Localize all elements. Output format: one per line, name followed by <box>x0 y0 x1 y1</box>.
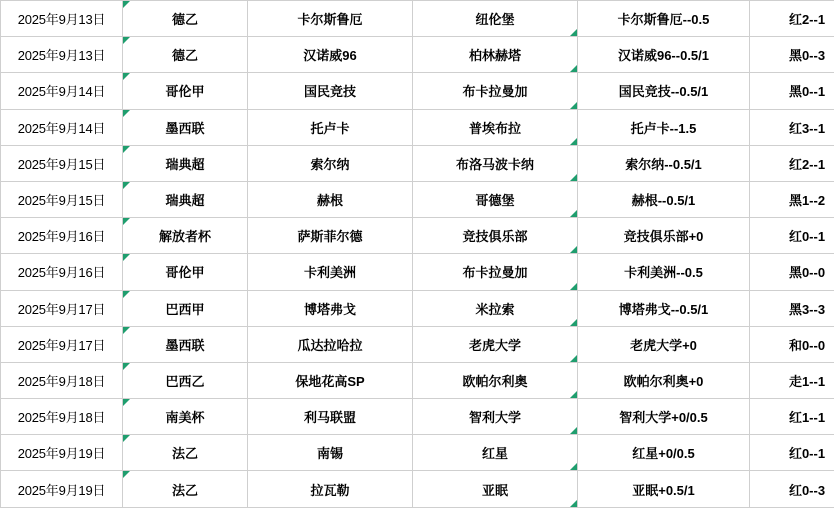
cell-result[interactable]: 红1--1 <box>750 399 834 435</box>
cell-home-team[interactable]: 赫根 <box>248 181 413 217</box>
cell-home-team[interactable]: 萨斯菲尔德 <box>248 218 413 254</box>
cell-pick[interactable]: 亚眠+0.5/1 <box>578 471 750 507</box>
cell-league[interactable]: 瑞典超 <box>123 181 248 217</box>
table-row <box>1 362 834 398</box>
cell-away-team[interactable]: 红星 <box>413 435 578 471</box>
cell-away-team[interactable]: 哥德堡 <box>413 181 578 217</box>
cell-pick[interactable]: 托卢卡--1.5 <box>578 109 750 145</box>
table-row <box>1 145 834 181</box>
table-row <box>1 1 834 37</box>
table-row <box>1 326 834 362</box>
table-row <box>1 218 834 254</box>
cell-date[interactable]: 2025年9月18日 <box>1 362 123 398</box>
cell-home-team[interactable]: 索尔纳 <box>248 145 413 181</box>
cell-result[interactable]: 红2--1 <box>750 1 834 37</box>
cell-date[interactable]: 2025年9月13日 <box>1 37 123 73</box>
cell-pick[interactable]: 卡尔斯鲁厄--0.5 <box>578 1 750 37</box>
cell-league[interactable]: 墨西联 <box>123 326 248 362</box>
cell-league[interactable]: 南美杯 <box>123 399 248 435</box>
cell-result[interactable]: 黑0--3 <box>750 37 834 73</box>
cell-home-team[interactable]: 汉诺威96 <box>248 37 413 73</box>
cell-date[interactable]: 2025年9月13日 <box>1 1 123 37</box>
cell-league[interactable]: 哥伦甲 <box>123 73 248 109</box>
cell-home-team[interactable]: 拉瓦勒 <box>248 471 413 507</box>
cell-home-team[interactable]: 南锡 <box>248 435 413 471</box>
table-row <box>1 73 834 109</box>
cell-away-team[interactable]: 柏林赫塔 <box>413 37 578 73</box>
cell-date[interactable]: 2025年9月14日 <box>1 109 123 145</box>
cell-home-team[interactable]: 卡利美洲 <box>248 254 413 290</box>
cell-league[interactable]: 德乙 <box>123 1 248 37</box>
table-row <box>1 471 834 507</box>
cell-result[interactable]: 黑0--1 <box>750 73 834 109</box>
cell-date[interactable]: 2025年9月18日 <box>1 399 123 435</box>
cell-date[interactable]: 2025年9月19日 <box>1 435 123 471</box>
cell-league[interactable]: 解放者杯 <box>123 218 248 254</box>
cell-away-team[interactable]: 老虎大学 <box>413 326 578 362</box>
cell-date[interactable]: 2025年9月15日 <box>1 145 123 181</box>
cell-pick[interactable]: 赫根--0.5/1 <box>578 181 750 217</box>
cell-result[interactable]: 走1--1 <box>750 362 834 398</box>
cell-away-team[interactable]: 智利大学 <box>413 399 578 435</box>
cell-result[interactable]: 红0--3 <box>750 471 834 507</box>
cell-home-team[interactable]: 博塔弗戈 <box>248 290 413 326</box>
cell-league[interactable]: 哥伦甲 <box>123 254 248 290</box>
table-row <box>1 399 834 435</box>
cell-home-team[interactable]: 国民竞技 <box>248 73 413 109</box>
cell-away-team[interactable]: 布洛马波卡纳 <box>413 145 578 181</box>
cell-league[interactable]: 巴西乙 <box>123 362 248 398</box>
cell-result[interactable]: 黑1--2 <box>750 181 834 217</box>
cell-pick[interactable]: 老虎大学+0 <box>578 326 750 362</box>
cell-pick[interactable]: 国民竞技--0.5/1 <box>578 73 750 109</box>
table-row <box>1 181 834 217</box>
cell-away-team[interactable]: 布卡拉曼加 <box>413 73 578 109</box>
table-body <box>1 1 834 508</box>
cell-home-team[interactable]: 利马联盟 <box>248 399 413 435</box>
cell-home-team[interactable]: 保地花高SP <box>248 362 413 398</box>
cell-result[interactable]: 红0--1 <box>750 435 834 471</box>
table-row <box>1 435 834 471</box>
cell-pick[interactable]: 卡利美洲--0.5 <box>578 254 750 290</box>
cell-date[interactable]: 2025年9月15日 <box>1 181 123 217</box>
table-row <box>1 290 834 326</box>
cell-home-team[interactable]: 瓜达拉哈拉 <box>248 326 413 362</box>
cell-pick[interactable]: 智利大学+0/0.5 <box>578 399 750 435</box>
table-row <box>1 109 834 145</box>
cell-result[interactable]: 黑0--0 <box>750 254 834 290</box>
cell-away-team[interactable]: 米拉索 <box>413 290 578 326</box>
cell-league[interactable]: 瑞典超 <box>123 145 248 181</box>
cell-league[interactable]: 法乙 <box>123 435 248 471</box>
cell-date[interactable]: 2025年9月16日 <box>1 254 123 290</box>
cell-result[interactable]: 红2--1 <box>750 145 834 181</box>
cell-league[interactable]: 巴西甲 <box>123 290 248 326</box>
cell-date[interactable]: 2025年9月17日 <box>1 326 123 362</box>
table-row <box>1 37 834 73</box>
cell-league[interactable]: 墨西联 <box>123 109 248 145</box>
cell-home-team[interactable]: 托卢卡 <box>248 109 413 145</box>
cell-pick[interactable]: 索尔纳--0.5/1 <box>578 145 750 181</box>
cell-home-team[interactable]: 卡尔斯鲁厄 <box>248 1 413 37</box>
cell-pick[interactable]: 汉诺威96--0.5/1 <box>578 37 750 73</box>
cell-away-team[interactable]: 纽伦堡 <box>413 1 578 37</box>
cell-pick[interactable]: 竞技俱乐部+0 <box>578 218 750 254</box>
cell-result[interactable]: 黑3--3 <box>750 290 834 326</box>
cell-pick[interactable]: 红星+0/0.5 <box>578 435 750 471</box>
cell-league[interactable]: 德乙 <box>123 37 248 73</box>
cell-result[interactable]: 和0--0 <box>750 326 834 362</box>
cell-away-team[interactable]: 普埃布拉 <box>413 109 578 145</box>
cell-date[interactable]: 2025年9月16日 <box>1 218 123 254</box>
cell-result[interactable]: 红0--1 <box>750 218 834 254</box>
cell-date[interactable]: 2025年9月17日 <box>1 290 123 326</box>
cell-league[interactable]: 法乙 <box>123 471 248 507</box>
cell-away-team[interactable]: 亚眠 <box>413 471 578 507</box>
cell-pick[interactable]: 欧帕尔利奥+0 <box>578 362 750 398</box>
cell-away-team[interactable]: 布卡拉曼加 <box>413 254 578 290</box>
cell-away-team[interactable]: 欧帕尔利奥 <box>413 362 578 398</box>
table-row <box>1 254 834 290</box>
cell-date[interactable]: 2025年9月14日 <box>1 73 123 109</box>
cell-pick[interactable]: 博塔弗戈--0.5/1 <box>578 290 750 326</box>
cell-result[interactable]: 红3--1 <box>750 109 834 145</box>
cell-away-team[interactable]: 竞技俱乐部 <box>413 218 578 254</box>
cell-date[interactable]: 2025年9月19日 <box>1 471 123 507</box>
